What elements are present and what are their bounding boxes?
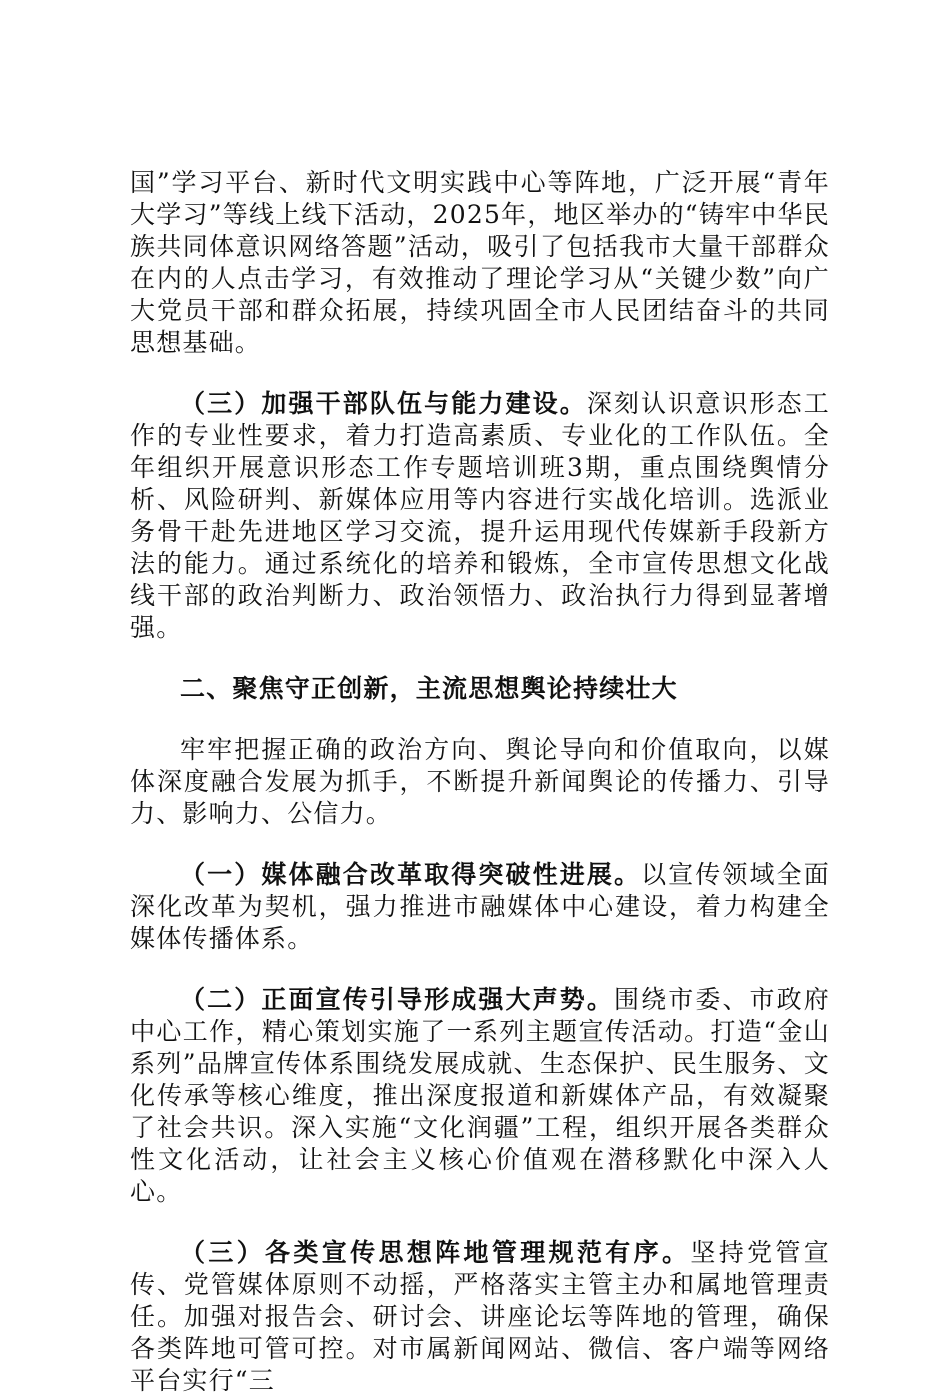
paragraph-lead-heading: （三）各类宣传思想阵地管理规范有序。 (180, 1238, 691, 1267)
section-heading-2 (130, 673, 830, 705)
paragraph-text: 深刻认识意识形态工作的专业性要求，着力打造高素质、专业化的工作队伍。全年组织开展意识形态工作专题培训班3期，重点围绕舆情分析、风险研判、新媒体应用等内容进行实战化培训。选派业务骨干赴先进地区学习交流，提升运用现代传媒新手段新方法的能力。通过系统化的培养和锻炼，全市宣传思想文化战线干部的政治判断力、政治领悟力、政治执行力得到显著增强。 (130, 389, 830, 642)
document-page (130, 167, 830, 1397)
paragraph-continued-study-platform (130, 167, 830, 359)
paragraph-text: 以宣传领域全面深化改革为契机，强力推进市融媒体中心建设，着力构建全媒体传播体系。 (130, 860, 830, 953)
paragraph-media-convergence (130, 859, 830, 955)
paragraph-lead-heading: （二）正面宣传引导形成强大声势。 (180, 985, 614, 1014)
paragraph-text: 牢牢把握正确的政治方向、舆论导向和价值取向，以媒体深度融合发展为抓手，不断提升新闻舆论的传播力、引导力、影响力、公信力。 (130, 735, 830, 828)
paragraph-text: 坚持党管宣传、党管媒体原则不动摇，严格落实主管主办和属地管理责任。加强对报告会、研讨会、讲座论坛等阵地的管理，确保各类阵地可管可控。对市属新闻网站、微信、客户端等网络平台实行“三 (130, 1238, 830, 1395)
paragraph-section-intro (130, 734, 830, 830)
paragraph-position-management (130, 1237, 830, 1397)
paragraph-lead-heading: （一）媒体融合改革取得突破性进展。 (180, 860, 642, 889)
paragraph-lead-heading: （三）加强干部队伍与能力建设。 (180, 389, 587, 418)
paragraph-text: 国”学习平台、新时代文明实践中心等阵地，广泛开展“青年大学习”等线上线下活动，2025年，地区举办的“铸牢中华民族共同体意识网络答题”活动，吸引了包括我市大量干部群众在内的人点击学习，有效推动了理论学习从“关键少数”向广大党员干部和群众拓展，持续巩固全市人民团结奋斗的共同思想基础。 (130, 168, 830, 357)
paragraph-cadre-team-building (130, 388, 830, 644)
paragraph-positive-publicity (130, 984, 830, 1208)
section-heading-text: 二、聚焦守正创新，主流思想舆论持续壮大 (180, 674, 678, 703)
paragraph-text: 围绕市委、市政府中心工作，精心策划实施了一系列主题宣传活动。打造“金山系列”品牌宣传体系围绕发展成就、生态保护、民生服务、文化传承等核心维度，推出深度报道和新媒体产品，有效凝聚了社会共识。深入实施“文化润疆”工程，组织开展各类群众性文化活动，让社会主义核心价值观在潜移默化中深入人心。 (130, 985, 831, 1206)
